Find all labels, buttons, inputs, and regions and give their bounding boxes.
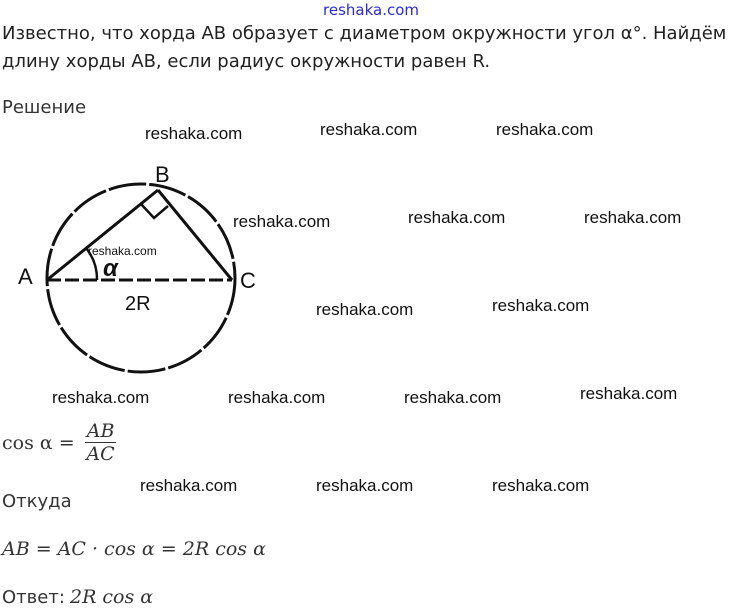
geometry-figure: [0, 150, 270, 390]
point-a-label: A: [18, 264, 33, 289]
point-c-label: C: [240, 268, 256, 293]
watermark: reshaka.com: [140, 476, 238, 495]
watermark: reshaka.com: [496, 120, 594, 139]
fraction-numerator: AB: [86, 420, 115, 442]
watermark: reshaka.com: [408, 208, 506, 227]
point-b-label: B: [155, 162, 170, 187]
watermark: reshaka.com: [492, 476, 590, 495]
watermark: reshaka.com: [580, 384, 678, 403]
answer-value: 2R cos α: [69, 586, 154, 608]
watermark: reshaka.com: [145, 124, 243, 143]
fraction: [85, 420, 117, 465]
watermark: reshaka.com: [492, 296, 590, 315]
site-link[interactable]: reshaka.com: [323, 1, 419, 19]
watermark: reshaka.com: [584, 208, 682, 227]
watermark: reshaka.com: [52, 388, 150, 407]
angle-alpha-label: α: [103, 255, 118, 282]
solution-heading: Решение: [2, 97, 87, 118]
fraction-denominator: AC: [86, 443, 115, 465]
watermark: reshaka.com: [404, 388, 502, 407]
figure-watermark: reshaka.com: [88, 244, 157, 258]
watermark: reshaka.com: [316, 476, 414, 495]
watermark: reshaka.com: [320, 120, 418, 139]
formula-cos-lhs: cos α =: [2, 431, 75, 454]
diameter-label: 2R: [125, 293, 151, 315]
right-angle-mark: [141, 204, 168, 218]
answer-label: Ответ:: [2, 587, 65, 608]
from-label: Откуда: [2, 491, 72, 512]
watermark: reshaka.com: [228, 388, 326, 407]
chord-bc: [158, 190, 232, 280]
circle: [47, 184, 235, 372]
watermark: reshaka.com: [233, 212, 331, 231]
problem-statement: Известно, что хорда AB образует с диаметром окружности угол α°. Найдём длину хорды AB, если радиус окружности равен R.: [2, 23, 727, 72]
formula-ab: AB = AC · cos α = 2R cos α: [2, 538, 266, 560]
formula-cos: [2, 420, 116, 465]
watermark: reshaka.com: [316, 300, 414, 319]
